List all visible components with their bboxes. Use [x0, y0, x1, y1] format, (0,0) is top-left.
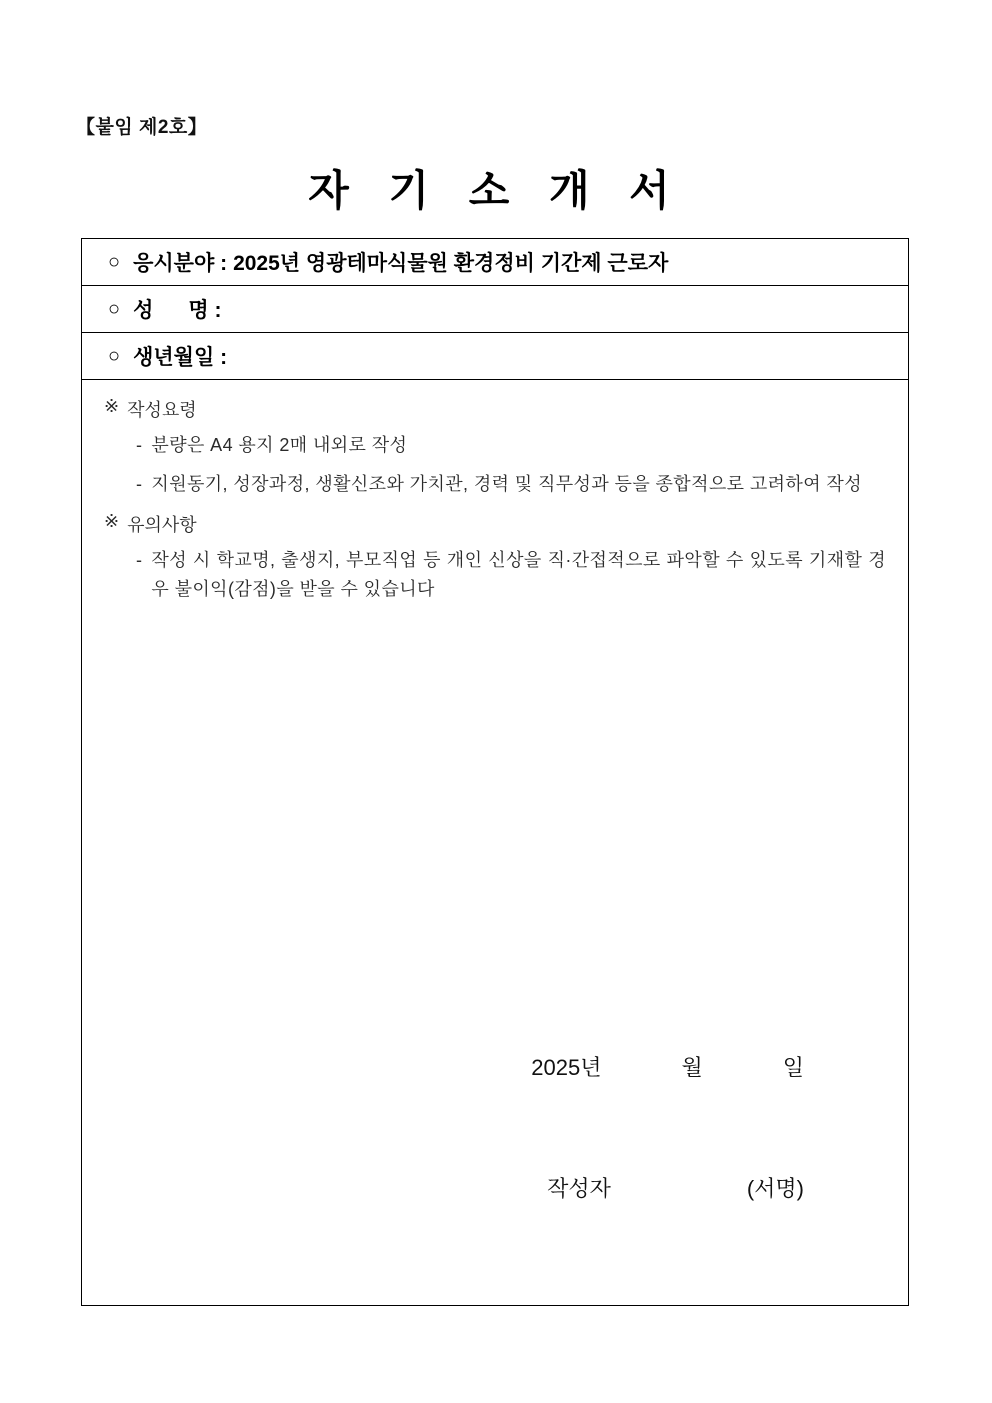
- signature-author-label: 작성자: [547, 1176, 611, 1201]
- attachment-tag: 【붙임 제2호】: [76, 117, 208, 138]
- instructions-section: [82, 380, 908, 605]
- field-value-application-area: 2025년 영광테마식물원 환경정비 기간제 근로자: [233, 252, 669, 275]
- bullet-icon: ○: [108, 251, 121, 273]
- instruction-item: [104, 431, 886, 460]
- field-label-application-area: 응시분야 :: [133, 252, 228, 275]
- signature-month: 월: [681, 1055, 703, 1080]
- field-label-name: 성 명 :: [133, 299, 222, 322]
- form-container: [81, 238, 909, 1306]
- dash-icon: -: [136, 474, 143, 495]
- instruction-item-text: 지원동기, 성장과정, 생활신조와 가치관, 경력 및 직무성과 등을 종합적으로 고려하여 작성: [151, 474, 862, 495]
- field-label-birthdate: 생년월일 :: [133, 346, 228, 369]
- caution-item-text: 작성 시 학교명, 출생지, 부모직업 등 개인 신상을 직·간접적으로 파악할 수 있도록 기재할 경우 불이익(감점)을 받을 수 있습니다: [151, 550, 886, 600]
- signature-date-line: [82, 1025, 860, 1108]
- dash-icon: -: [136, 550, 143, 571]
- page-title: 자 기 소 개 서: [308, 167, 684, 214]
- instructions-heading-label: 작성요령: [127, 400, 197, 420]
- dash-icon: -: [136, 435, 143, 455]
- cautions-heading-label: 유의사항: [127, 515, 197, 536]
- signature-author-line: [82, 1146, 860, 1229]
- bullet-icon: ○: [108, 345, 121, 367]
- field-row-application-area: [82, 239, 908, 286]
- signature-day: 일: [782, 1055, 804, 1080]
- reference-mark-icon: ※: [104, 396, 120, 416]
- instructions-heading: [104, 396, 886, 422]
- signature-year: 2025년: [531, 1055, 602, 1080]
- bullet-icon: ○: [108, 298, 121, 320]
- field-row-birthdate: [82, 333, 908, 380]
- reference-mark-icon: ※: [104, 511, 120, 532]
- field-row-name: [82, 286, 908, 333]
- signature-sign-label[interactable]: (서명): [746, 1176, 804, 1201]
- instruction-item-text: 분량은 A4 용지 2매 내외로 작성: [151, 435, 408, 455]
- signature-block: [82, 1025, 908, 1267]
- caution-item: [104, 546, 886, 604]
- instruction-item: [104, 470, 886, 499]
- cautions-heading: [104, 511, 886, 537]
